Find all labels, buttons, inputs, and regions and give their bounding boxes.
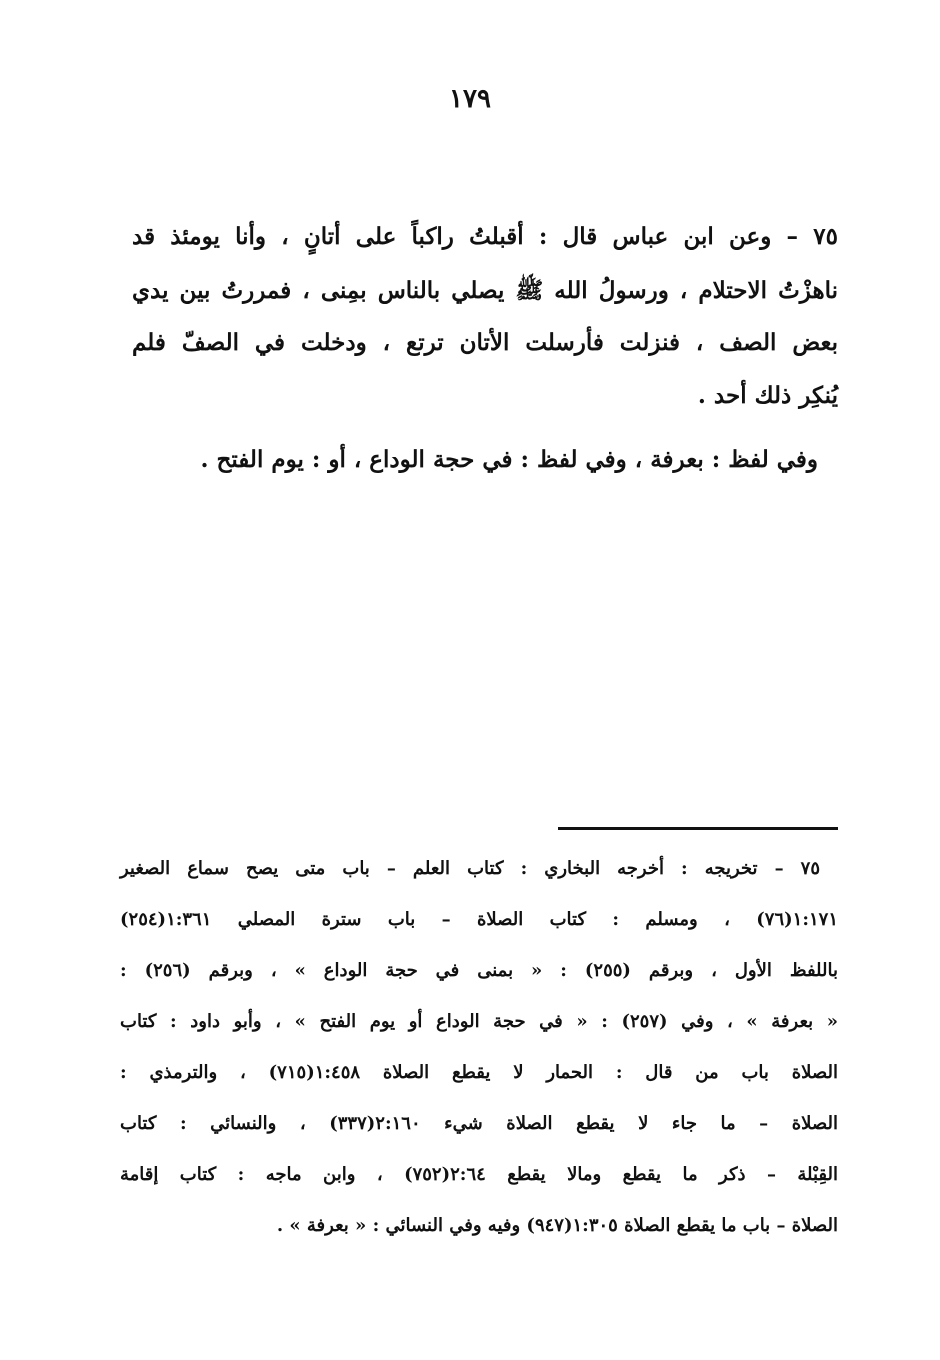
hadith-variant: وفي لفظ : بعرفة ، وفي لفظ : في حجة الوداع ، أو : يوم الفتح . [200,446,818,473]
hadith-line: بعض الصف ، فنزلت فأرسلت الأتان ترتع ، ودخلت في الصفّ فلم [132,329,838,356]
footnote-line: باللفظ الأول ، وبرقم (٢٥٥) : « بمنى في حجة الوداع » ، وبرقم (٢٥٦) : [120,960,838,981]
footnote-line: ٧٥ – تخريجه : أخرجه البخاري : كتاب العلم – باب متى يصح سماع الصغير [120,858,820,879]
footnote-line: الصلاة – باب ما يقطع الصلاة ١:٣٠٥(٩٤٧) وفيه وفي النسائي : « بعرفة » . [276,1215,838,1236]
footnote-separator [558,827,838,830]
footnote-line: القِبْلة – ذكر ما يقطع ومالا يقطع ٢:٦٤(٧٥٢) ، وابن ماجه : كتاب إقامة [120,1164,838,1185]
hadith-line: ٧٥ – وعن ابن عباس قال : أقبلتُ راكباً على أتانٍ ، وأنا يومئذ قد [132,223,838,250]
footnote-line: « بعرفة » ، وفي (٢٥٧) : « في حجة الوداع أو يوم الفتح » ، وأبو داود : كتاب [120,1011,838,1032]
footnote-line: الصلاة باب من قال : الحمار لا يقطع الصلاة ١:٤٥٨(٧١٥) ، والترمذي : [120,1062,838,1083]
hadith-line: ناهزْتُ الاحتلام ، ورسولُ الله ﷺ يصلي بالناس بمِنى ، فمررتُ بين يدي [132,277,838,304]
footnote-line: الصلاة – ما جاء لا يقطع الصلاة شيء ٢:١٦٠(٣٣٧) ، والنسائي : كتاب [120,1113,838,1134]
page-number: ١٧٩ [449,84,491,114]
hadith-line: يُنكِر ذلك أحد . [697,382,838,409]
footnote-line: ١:١٧١(٧٦) ، ومسلم : كتاب الصلاة – باب سترة المصلي ١:٣٦١(٢٥٤) [120,909,838,930]
